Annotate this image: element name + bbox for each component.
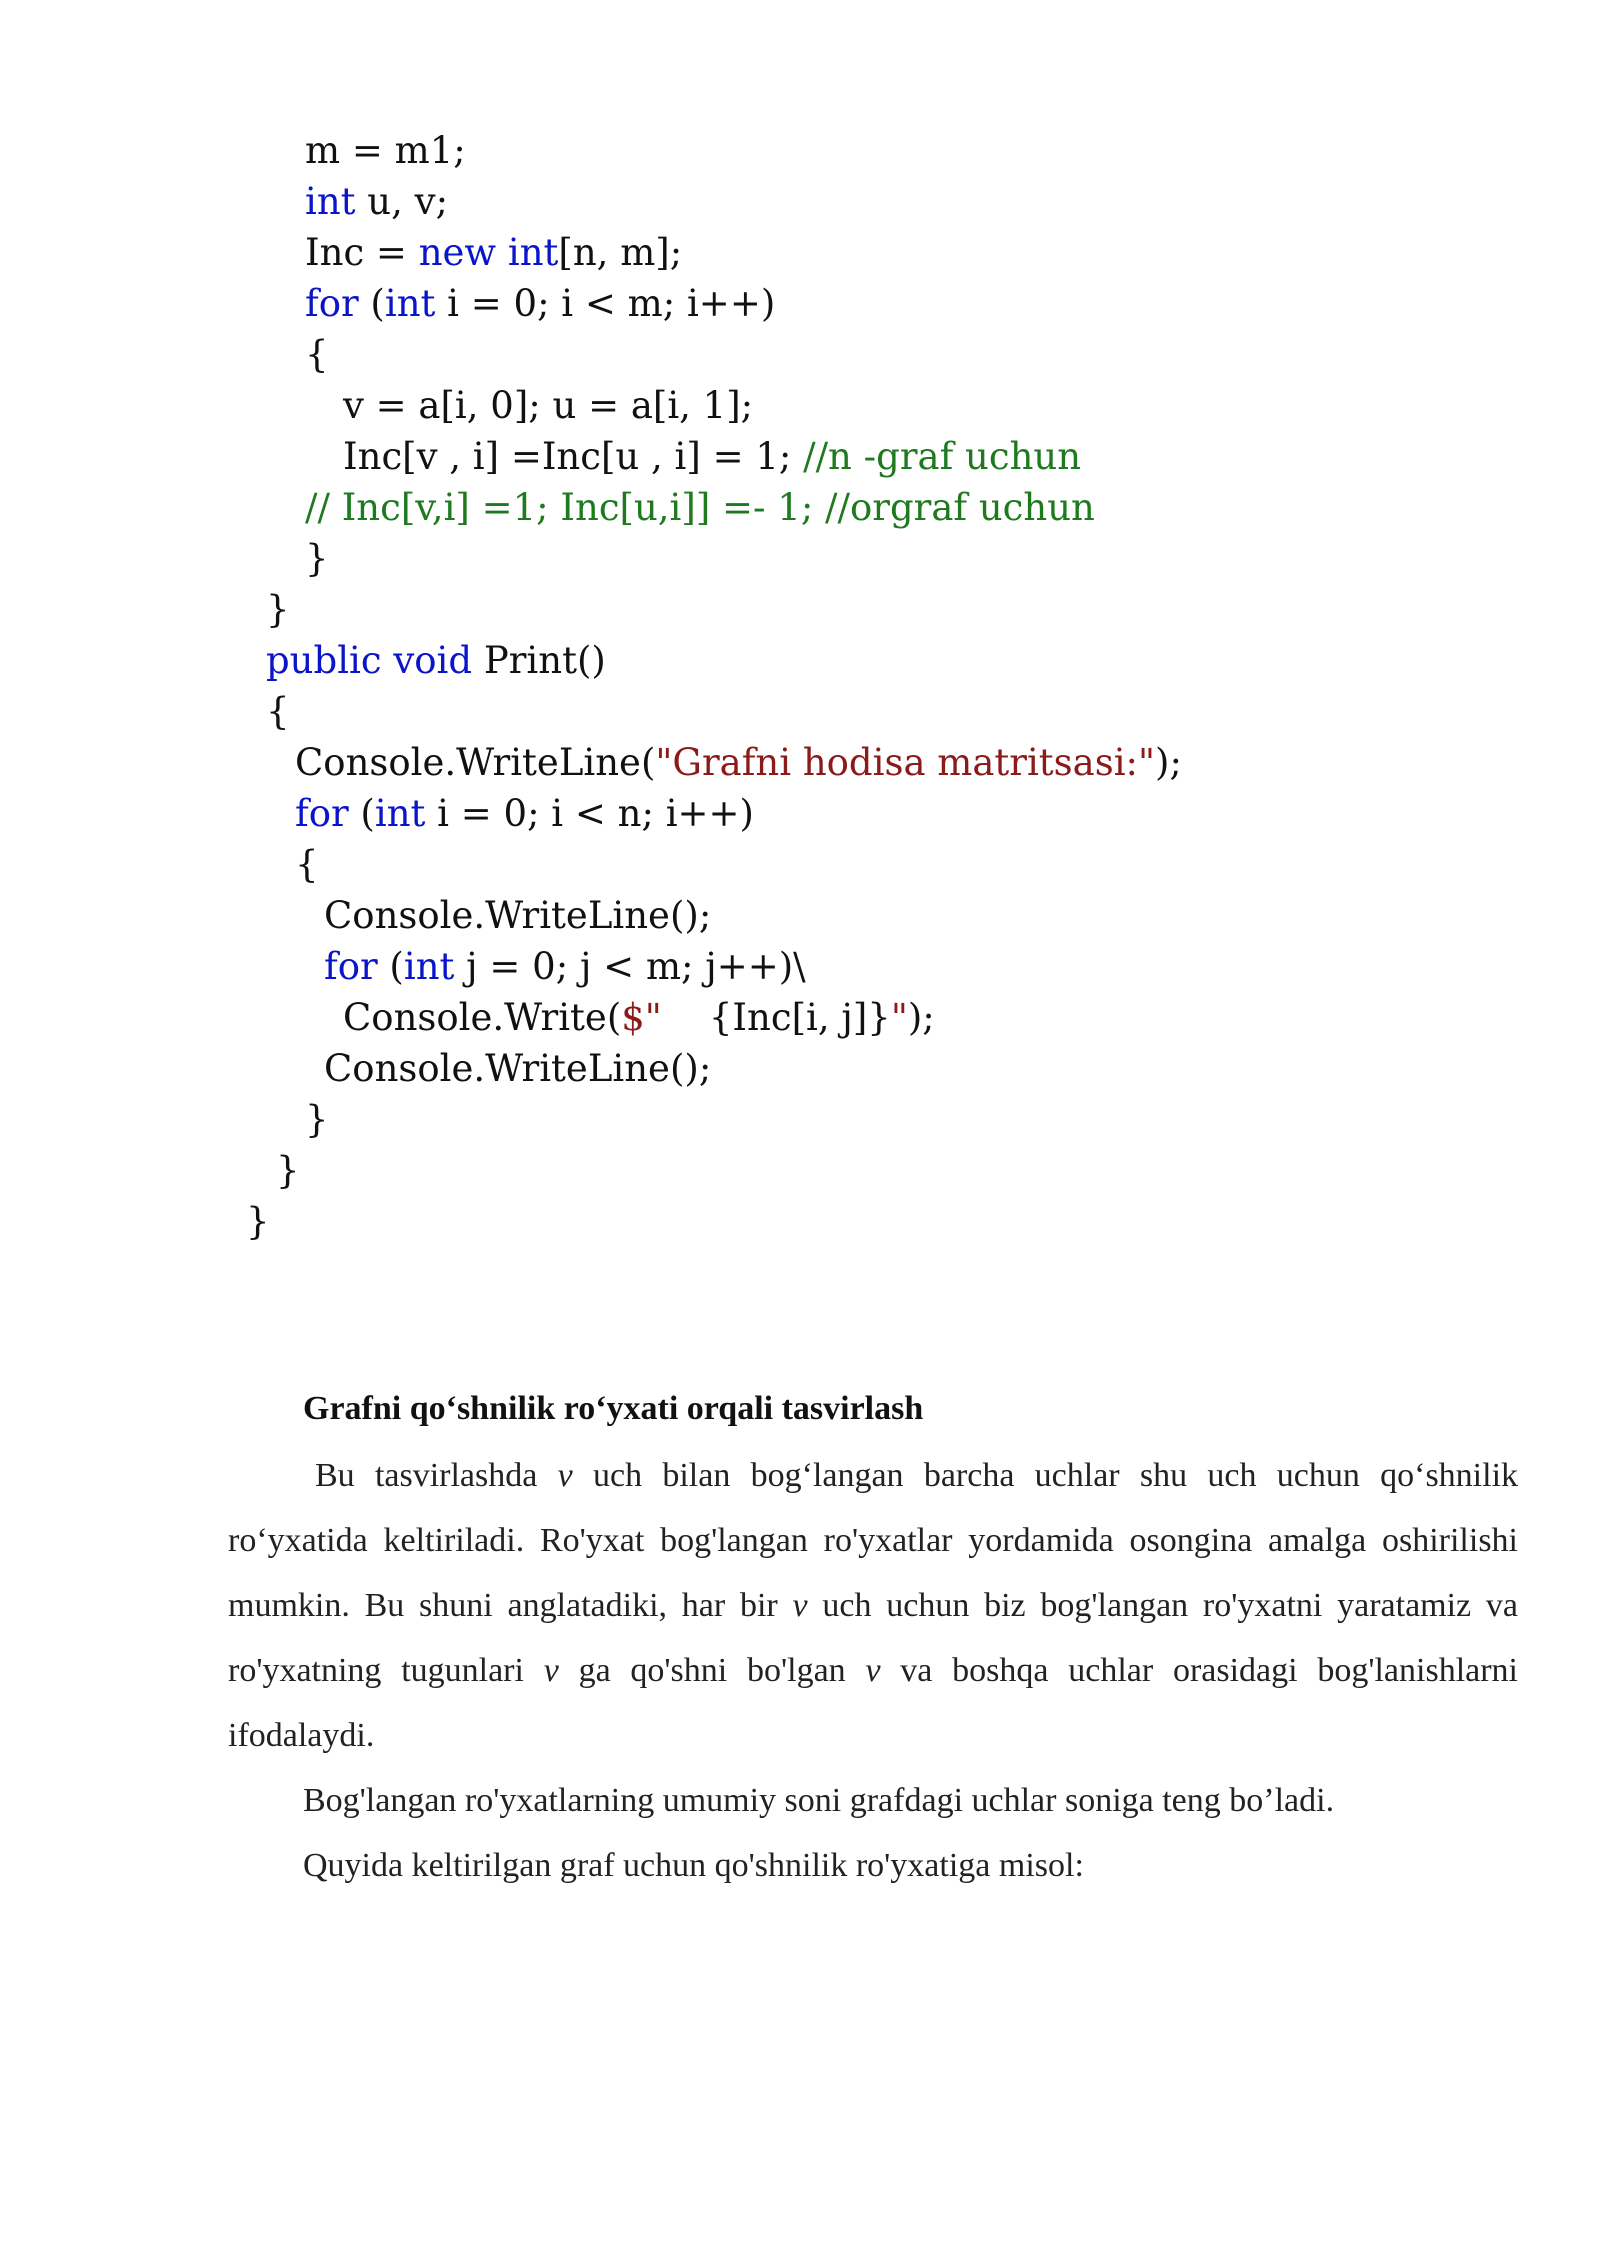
code-text: u, v; bbox=[355, 180, 449, 223]
code-text: } bbox=[305, 537, 329, 580]
code-text: {Inc[i, j]} bbox=[661, 996, 891, 1039]
code-line bbox=[305, 333, 329, 376]
code-line bbox=[305, 129, 466, 172]
paragraph-list-count: Bog'langan ro'yxatlarning umumiy soni grafdagi uchlar soniga teng bo’ladi. bbox=[303, 1782, 1335, 1819]
section-body bbox=[228, 1443, 1518, 1898]
code-line bbox=[343, 996, 935, 1039]
code-text: i = 0; i < n; i++) bbox=[425, 792, 754, 835]
code-text: } bbox=[276, 1149, 300, 1192]
code-line bbox=[295, 843, 319, 886]
code-text: Print() bbox=[472, 639, 606, 682]
code-line bbox=[324, 1047, 712, 1090]
code-text: ( bbox=[348, 792, 375, 835]
code-keyword: for bbox=[295, 792, 349, 835]
section-heading: Grafni qo‘shnilik ro‘yxati orqali tasvirlash bbox=[303, 1390, 924, 1427]
code-line bbox=[305, 180, 449, 223]
code-keyword: int bbox=[507, 231, 559, 274]
code-text: ); bbox=[907, 996, 935, 1039]
code-comment: // Inc[v,i] =1; Inc[u,i]] =- 1; //orgraf uchun bbox=[305, 486, 1095, 529]
code-text: Inc = bbox=[305, 231, 419, 274]
code-line bbox=[246, 1200, 270, 1243]
code-line bbox=[305, 231, 683, 274]
code-keyword: for bbox=[324, 945, 378, 988]
code-text: [n, m]; bbox=[558, 231, 683, 274]
code-keyword: int bbox=[374, 792, 426, 835]
code-keyword: new bbox=[418, 231, 497, 274]
code-line bbox=[266, 639, 606, 682]
code-line bbox=[295, 741, 1182, 784]
code-text bbox=[496, 231, 508, 274]
code-text: Console.WriteLine( bbox=[295, 741, 656, 784]
code-line bbox=[305, 282, 776, 325]
code-text: } bbox=[305, 1098, 329, 1141]
text-run: uch bilan bog‘langan barcha uchlar shu uch uchun qo‘shnilik ro‘yxatida keltiriladi. Ro'yxat bog'langan ro'yxatlar yordamida osongina amalga oshirilishi mumkin. Bu shuni anglatadiki, har bir bbox=[228, 1457, 1519, 1624]
code-line bbox=[305, 1098, 329, 1141]
code-text: Console.Write( bbox=[343, 996, 622, 1039]
variable-v: v bbox=[792, 1587, 808, 1624]
variable-v: v bbox=[865, 1652, 881, 1689]
code-text: ( bbox=[377, 945, 404, 988]
code-text: ( bbox=[358, 282, 385, 325]
code-line bbox=[305, 486, 1095, 529]
code-line bbox=[305, 537, 329, 580]
code-text: } bbox=[266, 588, 290, 631]
code-keyword: for bbox=[305, 282, 359, 325]
code-text: { bbox=[266, 690, 290, 733]
code-line bbox=[276, 1149, 300, 1192]
code-keyword: public bbox=[266, 639, 382, 682]
code-keyword: int bbox=[384, 282, 436, 325]
code-text: j = 0; j < m; j++)\ bbox=[454, 945, 806, 988]
code-text: ); bbox=[1155, 741, 1182, 784]
code-text: Console.WriteLine(); bbox=[324, 894, 712, 937]
code-text: { bbox=[295, 843, 319, 886]
paragraph-adjacency-description bbox=[228, 1443, 1518, 1768]
variable-v: v bbox=[557, 1457, 573, 1494]
text-run: va boshqa uchlar orasidagi bog'lanishlarni ifodalaydi. bbox=[228, 1652, 1518, 1754]
code-comment: //n -graf uchun bbox=[803, 435, 1082, 478]
code-line bbox=[266, 588, 290, 631]
variable-v: v bbox=[543, 1652, 559, 1689]
code-string: $" bbox=[621, 996, 662, 1039]
code-text bbox=[382, 639, 394, 682]
code-keyword: int bbox=[305, 180, 356, 223]
code-keyword: int bbox=[403, 945, 455, 988]
text-run: ga qo'shni bo'lgan bbox=[558, 1652, 866, 1689]
code-text: { bbox=[305, 333, 329, 376]
code-line bbox=[266, 690, 290, 733]
code-text: v = a[i, 0]; u = a[i, 1]; bbox=[343, 384, 754, 427]
code-line bbox=[295, 792, 754, 835]
code-line bbox=[324, 945, 806, 988]
code-text: i = 0; i < m; i++) bbox=[435, 282, 776, 325]
code-text: m = m1; bbox=[305, 129, 466, 172]
code-line bbox=[324, 894, 712, 937]
code-line bbox=[343, 384, 754, 427]
code-text: } bbox=[246, 1200, 270, 1243]
code-line bbox=[343, 435, 1082, 478]
text-run: uch uchun biz bog'langan ro'yxatni yaratamiz va ro'yxatning tugunlari bbox=[228, 1587, 1518, 1689]
code-text: Console.WriteLine(); bbox=[324, 1047, 712, 1090]
paragraph-example-intro: Quyida keltirilgan graf uchun qo'shnilik ro'yxatiga misol: bbox=[303, 1847, 1084, 1884]
code-keyword: void bbox=[393, 639, 473, 682]
text-run: Bu tasvirlashda bbox=[315, 1457, 558, 1494]
code-string: "Grafni hodisa matritsasi:" bbox=[655, 741, 1156, 784]
code-string: " bbox=[890, 996, 908, 1039]
code-text: Inc[v , i] =Inc[u , i] = 1; bbox=[343, 435, 804, 478]
